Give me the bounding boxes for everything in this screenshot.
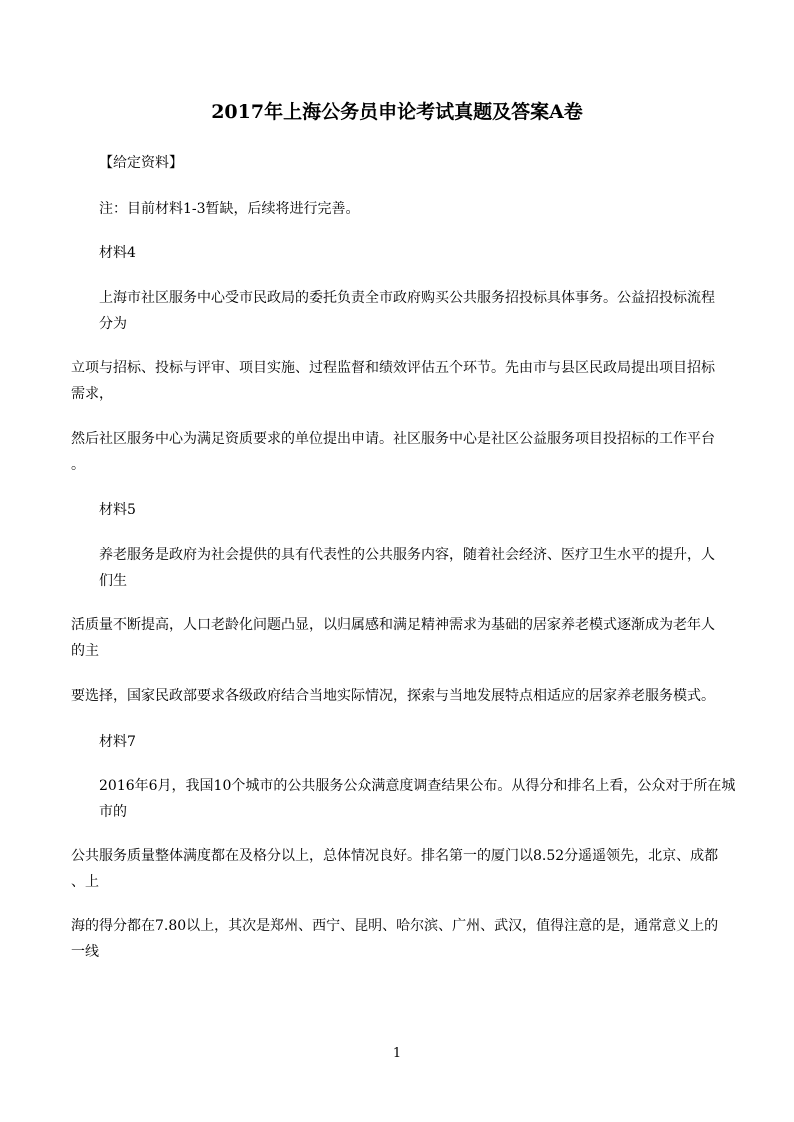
material4-line: 需求， [71,386,113,402]
material7-line: 公共服务质量整体满度都在及格分以上，总体情况良好。排名第一的厦门以8.52分遥遥领先，北京、成都 [71,848,719,864]
material4-heading: 材料4 [99,245,136,261]
material5-line: 养老服务是政府为社会提供的具有代表性的公共服务内容，随着社会经济、医疗卫生水平的提升，人 [99,547,715,563]
note-text: 注：目前材料1-3暂缺，后续将进行完善。 [99,201,360,217]
material7-line: 、上 [71,874,99,890]
material4-line: 分为 [99,316,127,332]
material5-line: 们生 [99,573,127,589]
material5-line: 活质量不断提高，人口老龄化问题凸显，以归属感和满足精神需求为基础的居家养老模式逐渐成为老年人 [71,617,715,633]
section-header: 【给定资料】 [99,155,183,171]
page-number: 1 [392,1046,402,1061]
material7-line: 市的 [99,804,127,820]
material4-line: 立项与招标、投标与评审、项目实施、过程监督和绩效评估五个环节。先由市与县区民政局提出项目招标 [71,360,715,376]
material7-line: 一线 [71,944,99,960]
material7-heading: 材料7 [99,734,136,750]
material5-heading: 材料5 [99,502,136,518]
document-title: 2017年上海公务员申论考试真题及答案A卷 [211,101,583,123]
material5-line: 的主 [71,643,99,659]
material4-line: 。 [71,457,85,473]
material4-line: 然后社区服务中心为满足资质要求的单位提出申请。社区服务中心是社区公益服务项目投招标的工作平台 [71,431,715,447]
material4-line: 上海市社区服务中心受市民政局的委托负责全市政府购买公共服务招投标具体事务。公益招投标流程 [99,290,715,306]
material5-line: 要选择，国家民政部要求各级政府结合当地实际情况，探索与当地发展特点相适应的居家养老服务模式。 [71,688,715,704]
material7-line: 海的得分都在7.80以上，其次是郑州、西宁、昆明、哈尔滨、广州、武汉，值得注意的是，通常意义上的 [71,918,719,934]
material7-line: 2016年6月，我国10个城市的公共服务公众满意度调查结果公布。从得分和排名上看，公众对于所在城 [99,778,736,794]
